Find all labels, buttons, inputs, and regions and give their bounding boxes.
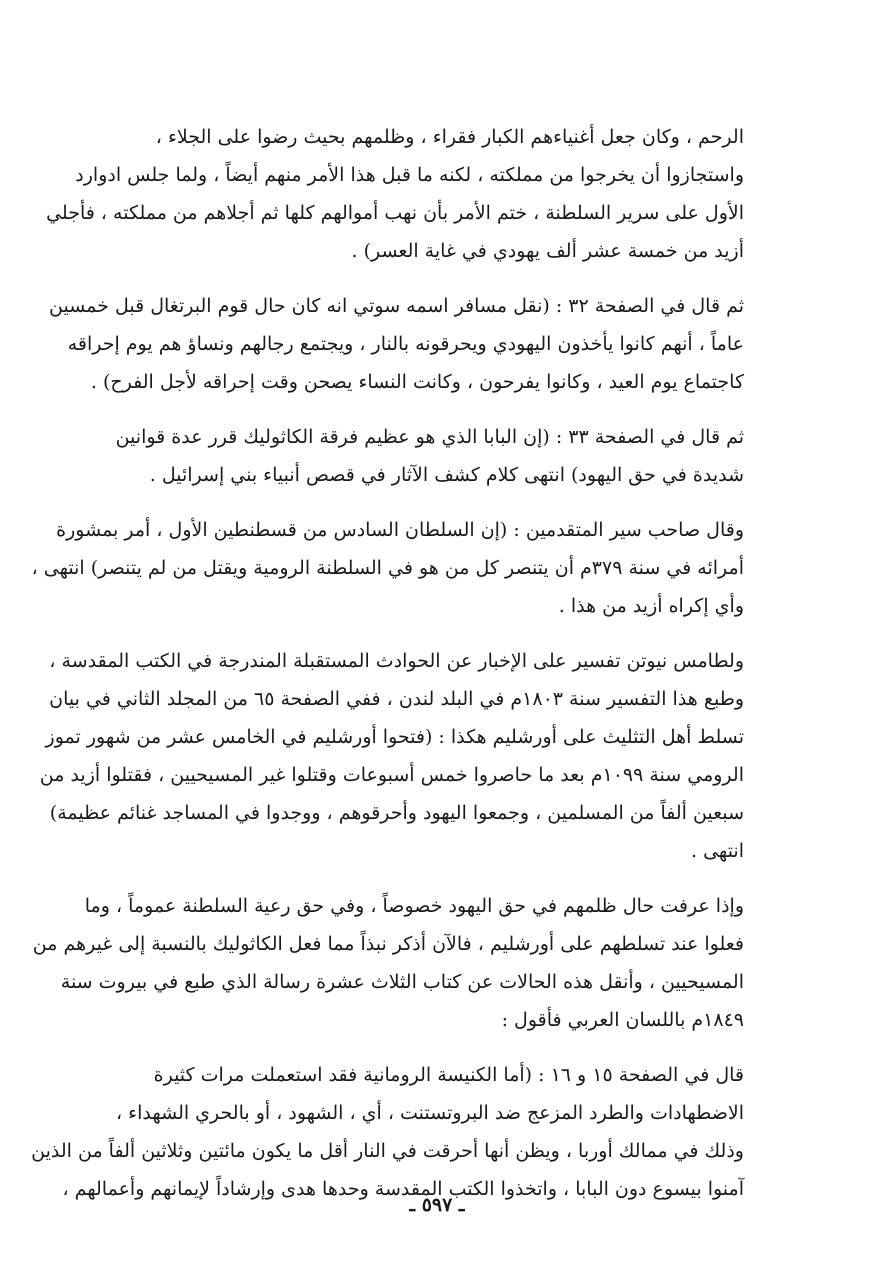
text-line: الأول على سرير السلطنة ، ختم الأمر بأن نهب أموالهم كلها ثم أجلاهم من مملكته ، فأجلي xyxy=(46,202,744,224)
paragraph-3 xyxy=(115,418,744,494)
page-number: ـ ٥٩٧ ـ xyxy=(409,1194,465,1216)
text-line: ولطامس نيوتن تفسير على الإخبار عن الحوادث المستقبلة المندرجة في الكتب المقدسة ، xyxy=(49,650,744,672)
text-line: الرحم ، وكان جعل أغنياءهم الكبار فقراء ، وظلمهم بحيث رضوا على الجلاء ، xyxy=(155,126,744,148)
text-line: الرومي سنة ١٠٩٩م بعد ما حاصروا خمس أسبوعات وقتلوا غير المسيحيين ، فقتلوا أزيد من xyxy=(39,764,744,786)
text-line: وقال صاحب سير المتقدمين : (إن السلطان السادس من قسطنطين الأول ، أمر بمشورة xyxy=(56,519,744,541)
page-body xyxy=(31,118,744,1225)
paragraph-7 xyxy=(31,1056,744,1208)
text-line: المسيحيين ، وأنقل هذه الحالات عن كتاب الثلاث عشرة رسالة الذي طبع في بيروت سنة xyxy=(60,971,744,993)
text-line: انتهى . xyxy=(691,840,744,862)
text-line: وأي إكراه أزيد من هذا . xyxy=(558,595,744,617)
text-line: تسلط أهل التثليث على أورشليم هكذا : (فتحوا أورشليم في الخامس عشر من شهور تموز xyxy=(45,726,744,748)
text-line: قال في الصفحة ١٥ و ١٦ : (أما الكنيسة الرومانية فقد استعملت مرات كثيرة xyxy=(153,1064,744,1086)
paragraph-1 xyxy=(46,118,744,270)
text-line: وإذا عرفت حال ظلمهم في حق اليهود خصوصاً ، وفي حق رعية السلطنة عموماً ، وما xyxy=(84,895,744,917)
text-line: سبعين ألفاً من المسلمين ، وجمعوا اليهود وأحرقوهم ، ووجدوا في المساجد غنائم عظيمة) xyxy=(49,802,744,824)
text-line: شديدة في حق اليهود) انتهى كلام كشف الآثار في قصص أنبياء بني إسرائيل . xyxy=(149,464,744,486)
text-line: وذلك في ممالك أوربا ، ويظن أنها أحرقت في النار أقل ما يكون مائتين وثلاثين ألفاً من الذين xyxy=(31,1140,744,1162)
text-line: فعلوا عند تسلطهم على أورشليم ، فالآن أذكر نبذاً مما فعل الكاثوليك بالنسبة إلى غيرهم من xyxy=(32,933,744,955)
paragraph-4 xyxy=(31,511,744,625)
paragraph-2 xyxy=(49,287,744,401)
text-line: ثم قال في الصفحة ٣٢ : (نقل مسافر اسمه سوتي انه كان حال قوم البرتغال قبل خمسين xyxy=(49,295,744,317)
text-line: أزيد من خمسة عشر ألف يهودي في غاية العسر) . xyxy=(351,240,744,262)
text-line: واستجازوا أن يخرجوا من مملكته ، لكنه ما قبل هذا الأمر منهم أيضاً ، ولما جلس ادوارد xyxy=(75,164,744,186)
text-line: آمنوا بيسوع دون البابا ، واتخذوا الكتب المقدسة وحدها هدى وإرشاداً لإيمانهم وأعمالهم ، xyxy=(62,1178,744,1200)
text-line: ثم قال في الصفحة ٣٣ : (إن البابا الذي هو عظيم فرقة الكاثوليك قرر عدة قوانين xyxy=(115,426,744,448)
text-line: كاجتماع يوم العيد ، وكانوا يفرحون ، وكانت النساء يصحن وقت إحراقه لأجل الفرح) . xyxy=(90,371,744,393)
text-line: وطبع هذا التفسير سنة ١٨٠٣م في البلد لندن ، ففي الصفحة ٦٥ من المجلد الثاني في بيان xyxy=(49,688,744,710)
text-line: الاضطهادات والطرد المزعج ضد البروتستنت ، أي ، الشهود ، أو بالحري الشهداء ، xyxy=(116,1102,744,1124)
text-line: عاماً ، أنهم كانوا يأخذون اليهودي ويحرقونه بالنار ، ويجتمع رجالهم ونساؤ هم يوم إحراقه xyxy=(67,333,744,355)
paragraph-6 xyxy=(32,887,744,1039)
text-line: ١٨٤٩م باللسان العربي فأقول : xyxy=(501,1009,744,1031)
text-line: أمرائه في سنة ٣٧٩م أن يتنصر كل من هو في السلطنة الرومية ويقتل من لم يتنصر) انتهى ، xyxy=(31,557,744,579)
paragraph-5 xyxy=(39,642,744,870)
